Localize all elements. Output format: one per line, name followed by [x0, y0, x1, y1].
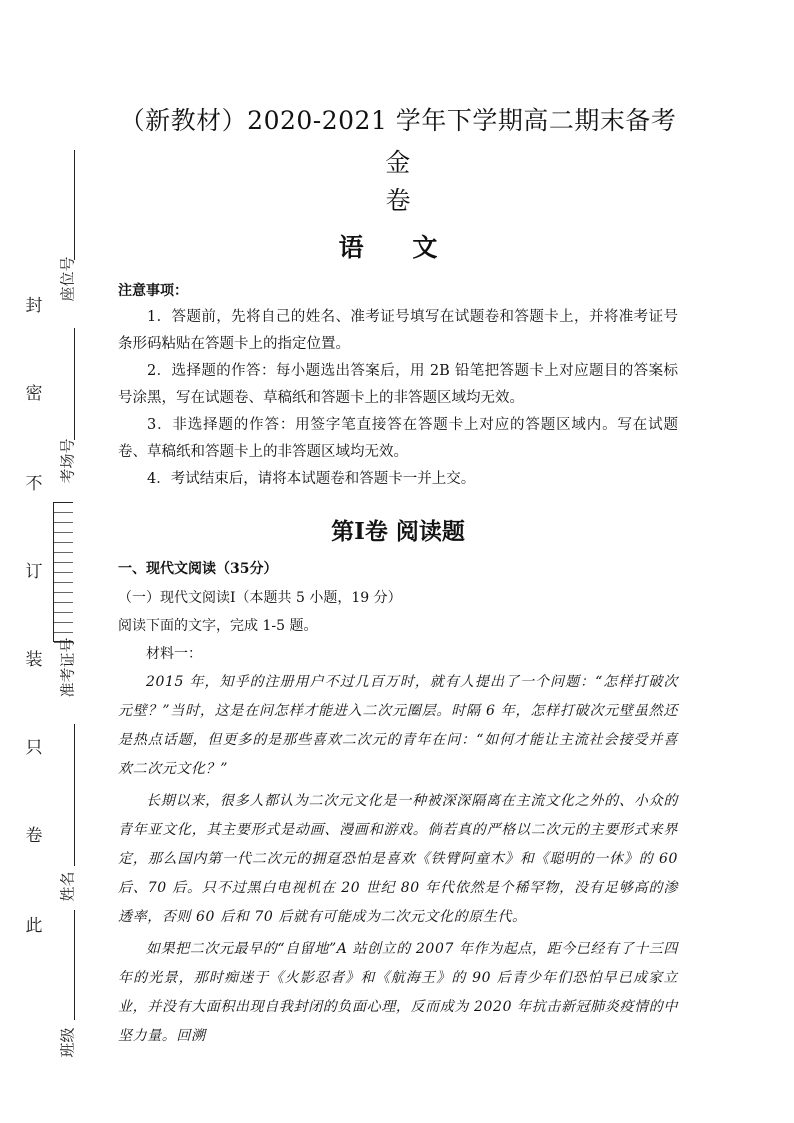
exam-title: （新教材）2020-2021 学年下学期高二期末备考金	[119, 106, 677, 177]
seal-char: 卷	[25, 826, 43, 846]
material-label: 材料一：	[146, 646, 202, 662]
material-text	[118, 668, 678, 1051]
ticket-field-label: 准考证号	[58, 637, 77, 698]
name-field-label: 姓名	[58, 871, 77, 902]
name-field-line	[74, 910, 75, 1020]
notice-item: 3．非选择题的作答：用签字笔直接答在答题卡上对应的答题区域内。写在试题卷、草稿纸和答题卡上的非答题区域均无效。	[118, 417, 678, 460]
notice-list	[118, 304, 678, 493]
reading-instruction: 阅读下面的文字，完成 1-5 题。	[118, 618, 318, 634]
ticket-number-grid	[53, 502, 73, 642]
class-field-label: 班级	[58, 1027, 77, 1058]
material-paragraph: 长期以来，很多人都认为二次元文化是一种被深深隔离在主流文化之外的、小众的青年亚文化，其主要形式是动画、漫画和游戏。倘若真的严格以二次元的主要形式来界定，那么国内第一代二次元的拥趸恐怕是喜欢《铁臂阿童木》和《聪明的一休》的 60 后、70 后。只不过黑白电视机在 20 世纪 80 年代依然是个稀罕物，没有足够高的渗透率，否则 60 后和 70 后就有可能成为二次元文化的原生代。	[118, 793, 678, 925]
material-paragraph: 2015 年，知乎的注册用户不过几百万时，就有人提出了一个问题：“怎样打破次元壁？”当时，这是在问怎样才能进入二次元圈层。时隔 6 年，怎样打破次元壁虽然还是热点话题，但更多的是那些喜欢二次元的青年在问：“如何才能让主流社会接受并喜欢二次元文化？”	[118, 674, 678, 777]
seat-field-label: 座位号	[58, 256, 77, 302]
seal-char: 此	[25, 916, 43, 936]
exam-page-content	[118, 100, 678, 1054]
section-heading: 一、现代文阅读（35分）	[118, 561, 278, 577]
exam-title-continued: 卷	[385, 186, 411, 215]
notice-item: 1．答题前，先将自己的姓名、准考证号填写在试题卷和答题卡上，并将准考证号条形码粘贴在答题卡上的指定位置。	[118, 309, 678, 352]
seat-field-line	[74, 150, 75, 260]
seal-char: 订	[25, 562, 43, 582]
seal-char: 只	[25, 738, 43, 758]
subsection-heading: （一）现代文阅读Ⅰ（本题共 5 小题，19 分）	[118, 590, 402, 606]
exam-room-field-line	[74, 328, 75, 440]
seal-char: 装	[25, 650, 43, 670]
notice-item: 4．考试结束后，请将本试题卷和答题卡一并上交。	[147, 471, 476, 487]
seal-char: 封	[25, 296, 43, 316]
seal-char: 不	[25, 474, 43, 494]
subject-title: 语 文	[338, 233, 458, 262]
notice-item: 2．选择题的作答：每小题选出答案后，用 2B 铅笔把答题卡上对应题目的答案标号涂黑，写在试题卷、草稿纸和答题卡上的非答题区域均无效。	[118, 363, 678, 406]
material-paragraph: 如果把二次元最早的“自留地”A 站创立的 2007 年作为起点，距今已经有了十三四年的光景，那时痴迷于《火影忍者》和《航海王》的 90 后青少年们恐怕早已成家立业，并没有大面积出现自我封闭的负面心理，反而成为 2020 年抗击新冠肺炎疫情的中坚力量。回溯	[118, 941, 679, 1044]
seal-char: 密	[25, 384, 43, 404]
exam-room-field-label: 考场号	[58, 438, 77, 484]
part-title: 第Ⅰ卷 阅读题	[331, 518, 465, 545]
binding-margin	[0, 0, 110, 1123]
notice-heading: 注意事项：	[118, 283, 188, 299]
ticket-field-line	[74, 724, 75, 866]
